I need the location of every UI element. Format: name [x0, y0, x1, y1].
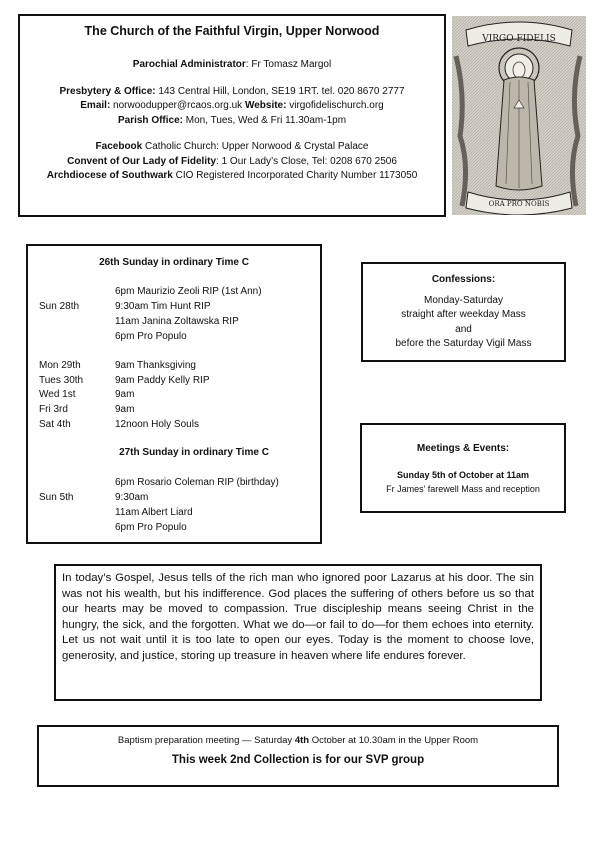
schedule-row: Sat 4th 12noon Holy Souls — [39, 419, 199, 430]
schedule-row: Wed 1st 9am — [39, 389, 135, 400]
banner-bottom-text: ORA PRO NOBIS — [488, 200, 550, 208]
schedule-row: 6pm Pro Populo — [115, 522, 187, 533]
schedule-row: 11am Albert Liard — [115, 507, 193, 518]
gospel-reflection — [54, 564, 542, 701]
banner-top-text: VIRGO FIDELIS — [482, 34, 556, 44]
mass-schedule — [26, 244, 322, 544]
convent-line: Convent of Our Lady of Fidelity: 1 Our Lady’s Close, Tel: 0208 670 2506 — [67, 155, 397, 167]
schedule-row: Fri 3rd 9am — [39, 404, 135, 415]
confessions-line: straight after weekday Mass — [401, 309, 526, 320]
confessions-line: and — [455, 323, 472, 335]
notices-box — [37, 725, 559, 787]
event-description: Fr James’ farewell Mass and reception — [386, 484, 540, 494]
website-link[interactable]: virgofidelischurch.org — [286, 100, 384, 111]
meetings-box — [360, 423, 566, 513]
confessions-box — [361, 262, 566, 362]
meetings-heading: Meetings & Events: — [416, 443, 510, 454]
church-title: The Church of the Faithful Virgin, Upper Norwood — [84, 24, 380, 38]
schedule-row: Mon 29th 9am Thanksgiving — [39, 360, 196, 371]
parish-office-line: Parish Office: Mon, Tues, Wed & Fri 11.30am-1pm — [117, 114, 347, 126]
confessions-heading: Confessions: — [431, 274, 496, 285]
virgin-mary-image — [452, 16, 586, 215]
schedule-row: 11am Janina Zoltawska RIP — [115, 316, 239, 327]
gospel-text: In today’s Gospel, Jesus tells of the rich man who ignored poor Lazarus at his door. The sin was not his wealth, but his indifference. God places the suffering of others before us so that our hearts may be moved to compassion. True discipleship means seeing Christ in the hungry, the sick, and the forgotten. What we do—or fail to do—for them echoes into eternity. Let us not wait until it is too late to open our eyes. Today is the moment to choose love, generosity, and justice, storing up treasure in heaven where life endures forever. — [62, 572, 534, 662]
event-date: Sunday 5th of October at 11am — [396, 470, 530, 480]
schedule-row: 6pm Rosario Coleman RIP (birthday) — [115, 477, 279, 488]
schedule-row: 6pm Maurizio Zeoli RIP (1st Ann) — [115, 286, 262, 297]
facebook-line: Facebook Catholic Church: Upper Norwood & Crystal Palace — [95, 141, 369, 152]
confessions-line: Monday-Saturday — [424, 294, 503, 306]
schedule-row: Sun 5th 9:30am — [39, 492, 149, 503]
email-link[interactable]: norwoodupper@rcaos.org.uk — [110, 100, 245, 111]
collection-notice: This week 2nd Collection is for our SVP group — [171, 754, 425, 766]
administrator-line: Parochial Administrator: Fr Tomasz Margol — [132, 59, 332, 70]
baptism-notice: Baptism preparation meeting — Saturday 4th October at 10.30am in the Upper Room — [117, 735, 479, 746]
schedule-row: Tues 30th 9am Paddy Kelly RIP — [39, 375, 210, 386]
email-website-line: Email: norwoodupper@rcaos.org.uk Website: virgofidelischurch.org — [80, 100, 384, 111]
sunday-title-26: 26th Sunday in ordinary Time C — [99, 257, 249, 268]
schedule-row: 6pm Pro Populo — [115, 331, 187, 342]
virgin-mary-engraving-icon — [452, 16, 586, 215]
confessions-line: before the Saturday Vigil Mass — [395, 338, 532, 349]
schedule-row: Sun 28th 9:30am Tim Hunt RIP — [39, 301, 211, 312]
archdiocese-line: Archdiocese of Southwark CIO Registered Incorporated Charity Number 1173050 — [46, 170, 418, 181]
presbytery-line: Presbytery & Office: 143 Central Hill, London, SE19 1RT. tel. 020 8670 2777 — [59, 85, 405, 97]
parish-header — [18, 14, 446, 217]
sunday-title-27: 27th Sunday in ordinary Time C — [119, 447, 269, 458]
